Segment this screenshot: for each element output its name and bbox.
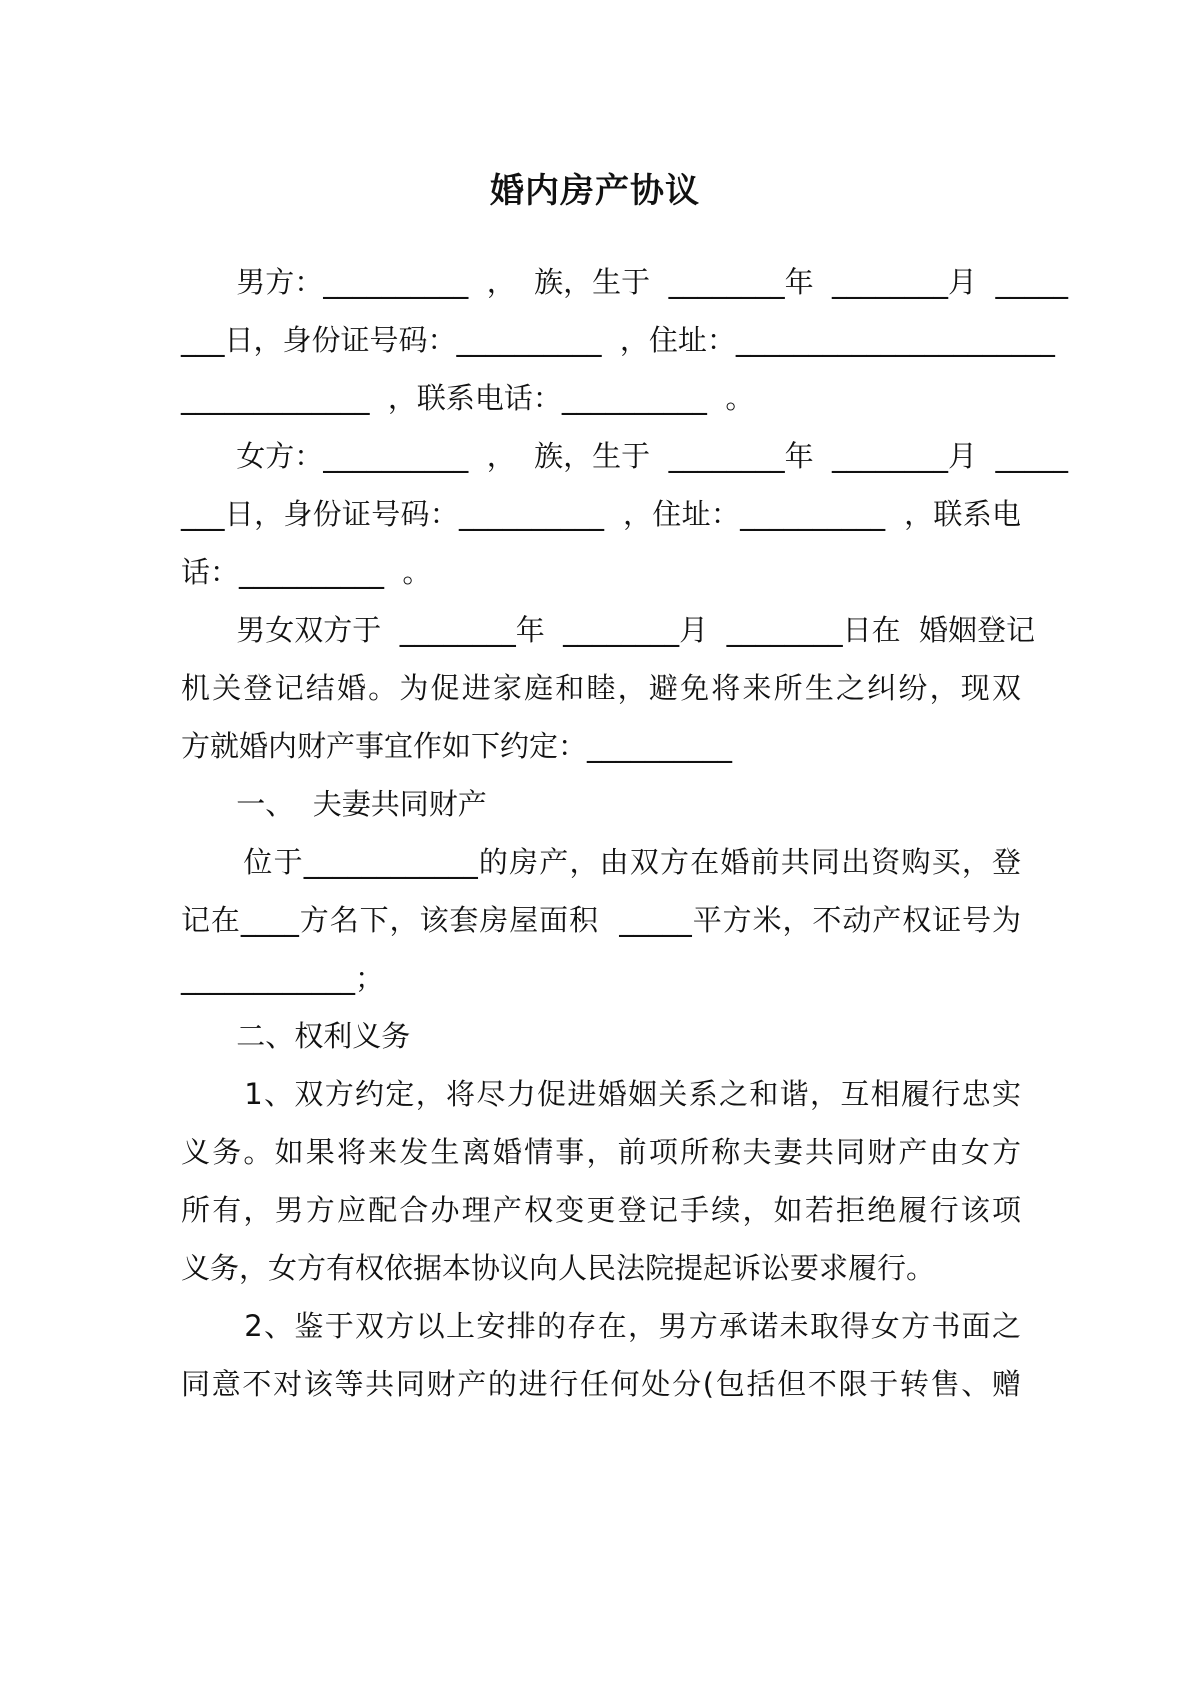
paragraph-line: 话：__________ 。 bbox=[181, 555, 432, 589]
paragraph-line: 义务，女方有权依据本协议向人民法院提起诉讼要求履行。 bbox=[181, 1251, 936, 1285]
section-heading: 二、权利义务 bbox=[181, 1019, 411, 1053]
section-heading: 一、 夫妻共同财产 bbox=[181, 787, 487, 821]
paragraph-line: 1、双方约定，将尽力促进婚姻关系之和谐，互相履行忠实 bbox=[181, 1077, 1021, 1111]
paragraph-line: 男女双方于 ________年 ________月 ________日在 婚姻登记 bbox=[181, 613, 1036, 647]
paragraph-line: 义务。如果将来发生离婚情事，前项所称夫妻共同财产由女方 bbox=[181, 1135, 1021, 1169]
paragraph-line: 记在____方名下，该套房屋面积 _____平方米，不动产权证号为 bbox=[181, 903, 1021, 937]
paragraph-line: 方就婚内财产事宜作如下约定：__________ bbox=[181, 729, 733, 763]
paragraph-line: 所有，男方应配合办理产权变更登记手续，如若拒绝履行该项 bbox=[181, 1193, 1021, 1227]
paragraph-line: 男方：__________ ， 族，生于 ________年 ________月 _____ bbox=[181, 265, 1068, 299]
paragraph-line: 2、鉴于双方以上安排的存在，男方承诺未取得女方书面之 bbox=[181, 1309, 1021, 1343]
paragraph-line: 位于____________的房产，由双方在婚前共同出资购买，登 bbox=[181, 845, 1021, 879]
paragraph-line: ____________； bbox=[181, 961, 385, 995]
paragraph-line: ___日，身份证号码：__________ ，住址：______________________ bbox=[181, 323, 1055, 357]
paragraph-line: ___日，身份证号码：__________ ，住址：__________ ，联系电 bbox=[181, 497, 1021, 531]
paragraph-line: 机关登记结婚。为促进家庭和睦，避免将来所生之纠纷，现双 bbox=[181, 671, 1021, 705]
document-title: 婚内房产协议 bbox=[490, 171, 700, 211]
paragraph-line: _____________ ，联系电话：__________ 。 bbox=[181, 381, 755, 415]
paragraph-line: 女方：__________ ， 族，生于 ________年 ________月 _____ bbox=[181, 439, 1068, 473]
paragraph-line: 同意不对该等共同财产的进行任何处分(包括但不限于转售、赠 bbox=[181, 1367, 1021, 1401]
